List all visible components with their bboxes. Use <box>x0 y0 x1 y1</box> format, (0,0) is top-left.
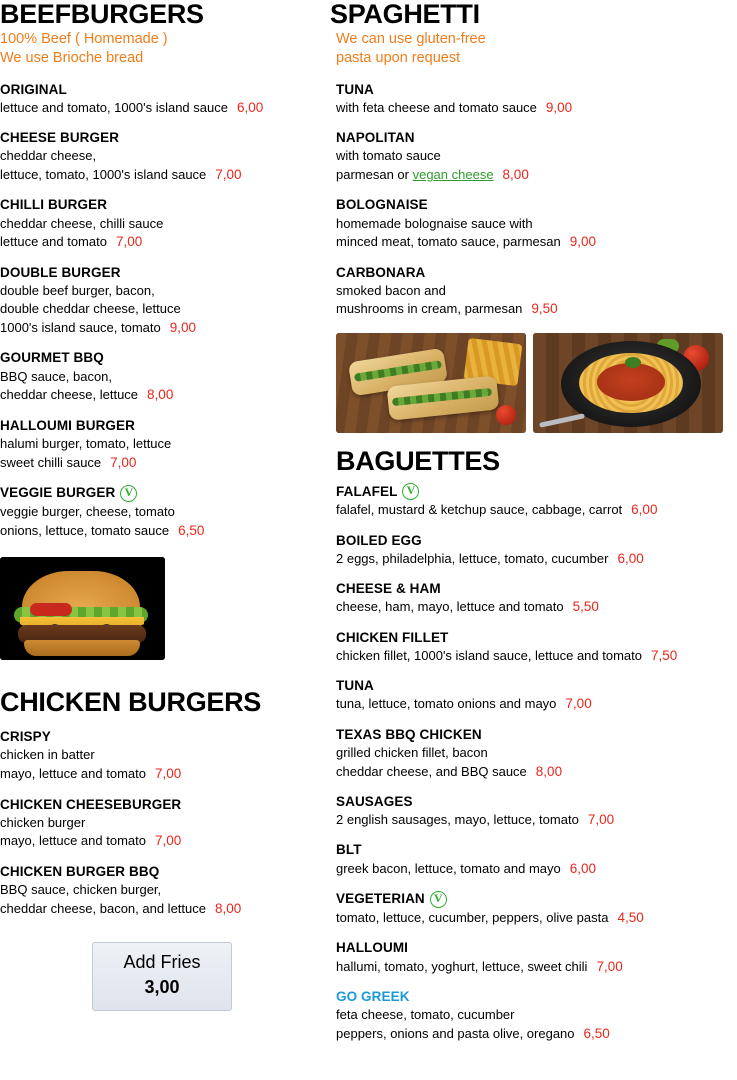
cheeseburger-photo <box>0 557 165 660</box>
menu-item <box>0 485 324 540</box>
left-column <box>0 0 330 1080</box>
item-desc <box>336 909 737 927</box>
spaghetti-subtitle <box>330 30 737 68</box>
beefburgers-subtitle-line1: 100% Beef ( Homemade ) <box>0 31 168 48</box>
item-name: CRISPY <box>0 729 51 745</box>
item-desc-line: homemade bolognaise sauce with <box>336 215 533 231</box>
add-fries-box[interactable] <box>92 942 232 1011</box>
item-name: VEGGIE BURGER <box>0 485 116 501</box>
item-name-row <box>336 891 737 908</box>
item-desc <box>336 598 737 616</box>
item-name: CARBONARA <box>336 264 426 280</box>
item-name: BOILED EGG <box>336 532 422 548</box>
veggie-badge-icon <box>120 485 137 502</box>
vegan-cheese-link[interactable]: vegan cheese <box>412 167 494 182</box>
item-desc <box>336 300 737 318</box>
item-price: 7,00 <box>110 454 137 470</box>
beefburgers-subtitle-line2: We use Brioche bread <box>0 50 144 67</box>
item-price: 7,00 <box>154 766 182 782</box>
item-desc <box>0 832 324 850</box>
item-desc <box>0 765 324 783</box>
item-desc <box>336 695 737 713</box>
item-name-row <box>336 483 737 500</box>
item-name-row <box>0 485 324 502</box>
item-desc-line: BBQ sauce, bacon, <box>0 368 113 384</box>
item-desc-line: parmesan or <box>336 167 413 182</box>
item-desc-line: veggie burger, cheese, tomato <box>0 503 175 519</box>
item-name: FALAFEL <box>336 483 398 499</box>
item-name: BLT <box>336 842 362 858</box>
item-name: CHICKEN BURGER BBQ <box>0 863 160 879</box>
item-desc-line: tuna, lettuce, tomato onions and mayo <box>336 696 557 712</box>
item-desc <box>0 233 324 251</box>
item-name: CHICKEN CHEESEBURGER <box>0 796 182 812</box>
item-price: 7,00 <box>587 812 615 828</box>
item-desc-line: lettuce and tomato, 1000's island sauce <box>0 99 228 115</box>
item-desc-line: lettuce and tomato <box>0 234 107 250</box>
item-price: 7,00 <box>565 696 592 712</box>
item-price: 7,00 <box>154 833 182 849</box>
item-price: 6,00 <box>236 99 264 115</box>
item-name: TUNA <box>336 81 374 97</box>
item-desc-line: chicken burger <box>0 814 86 830</box>
item-name: CHICKEN FILLET <box>336 629 449 645</box>
spaghetti-bolognaise-photo <box>533 333 723 433</box>
section-title-chicken-burgers: CHICKEN BURGERS <box>0 686 262 717</box>
item-desc-line: peppers, onions and pasta olive, oregano <box>336 1025 575 1041</box>
item-desc-line: halumi burger, tomato, lettuce <box>0 435 172 451</box>
item-price: 7,00 <box>596 958 623 974</box>
item-desc <box>0 900 324 918</box>
add-fries-price: 3,00 <box>144 976 180 997</box>
item-desc <box>0 99 324 117</box>
item-name: HALLOUMI BURGER <box>0 417 135 433</box>
right-column <box>330 0 737 1080</box>
item-desc <box>336 233 737 251</box>
item-desc-line: cheddar cheese, lettuce <box>0 387 139 403</box>
menu-item <box>336 82 737 118</box>
item-price: 9,00 <box>545 99 573 115</box>
item-price: 6,00 <box>617 550 644 566</box>
section-title-spaghetti: SPAGHETTI <box>330 0 480 29</box>
item-desc-line: greek bacon, lettuce, tomato and mayo <box>336 860 561 876</box>
item-name: CHEESE BURGER <box>0 130 120 146</box>
item-desc-line: cheddar cheese, chilli sauce <box>0 215 164 231</box>
item-desc-line: falafel, mustard & ketchup sauce, cabbage, carrot <box>336 502 623 518</box>
item-desc-line: hallumi, tomato, yoghurt, lettuce, sweet chili <box>336 958 588 974</box>
menu-item <box>0 864 324 918</box>
item-desc <box>336 166 737 184</box>
menu-item <box>0 797 324 851</box>
section-title-baguettes: BAGUETTES <box>336 445 500 476</box>
add-fries-label: Add Fries <box>123 951 201 972</box>
item-desc-line: cheddar cheese, bacon, and lettuce <box>0 900 206 916</box>
item-name: SAUSAGES <box>336 793 413 809</box>
item-price: 7,00 <box>215 167 242 182</box>
item-desc-line: with tomato sauce <box>336 148 441 164</box>
item-name: DOUBLE BURGER <box>0 264 121 280</box>
menu-item <box>336 678 737 714</box>
menu-item <box>336 130 737 184</box>
item-price: 9,00 <box>169 320 197 336</box>
item-name: ORIGINAL <box>0 81 67 97</box>
item-price: 7,50 <box>651 647 678 663</box>
item-desc-line: 2 english sausages, mayo, lettuce, tomato <box>336 812 579 828</box>
item-price: 7,00 <box>115 234 143 250</box>
item-desc-line: onions, lettuce, tomato sauce <box>0 522 170 538</box>
item-name: VEGETERIAN <box>336 891 425 907</box>
item-price: 8,00 <box>214 900 242 916</box>
item-name: CHEESE & HAM <box>336 581 441 597</box>
item-desc-line: grilled chicken fillet, bacon <box>336 744 488 760</box>
item-price: 5,50 <box>572 599 599 615</box>
menu-item <box>336 630 737 666</box>
menu-item <box>336 265 737 319</box>
food-photo-row <box>336 333 737 433</box>
menu-item <box>336 581 737 617</box>
item-desc-line: mayo, lettuce and tomato <box>0 833 146 849</box>
item-desc <box>336 763 737 781</box>
item-name: NAPOLITAN <box>336 130 415 146</box>
item-name: CHILLI BURGER <box>0 197 108 213</box>
item-desc <box>336 811 737 829</box>
item-desc <box>336 1025 737 1043</box>
item-desc-line: cheddar cheese, and BBQ sauce <box>336 763 527 779</box>
menu-item <box>0 350 324 404</box>
menu-item <box>0 197 324 251</box>
item-desc-line: sweet chilli sauce <box>0 454 102 470</box>
item-price: 9,50 <box>531 301 558 317</box>
item-desc-line: tomato, lettuce, cucumber, peppers, olive pasta <box>336 910 609 925</box>
item-desc-line: feta cheese, tomato, cucumber <box>336 1007 515 1023</box>
veggie-badge-icon <box>402 483 419 500</box>
item-desc-line: double beef burger, bacon, <box>0 282 155 298</box>
item-price: 8,00 <box>535 763 563 779</box>
menu-item <box>336 794 737 830</box>
menu-item <box>336 842 737 878</box>
item-desc <box>0 319 324 337</box>
menu-item <box>336 989 737 1043</box>
item-desc-line: mushrooms in cream, parmesan <box>336 301 523 317</box>
item-desc <box>336 860 737 878</box>
spaghetti-subtitle-line2: pasta upon request <box>336 50 461 67</box>
item-name: HALLOUMI <box>336 940 409 956</box>
item-desc-line: minced meat, tomato sauce, parmesan <box>336 234 561 250</box>
item-desc <box>336 99 737 117</box>
menu-item <box>0 418 324 472</box>
item-desc-line: chicken in batter <box>0 747 95 763</box>
item-name: TUNA <box>336 678 374 694</box>
item-desc <box>0 454 324 472</box>
menu-item <box>336 940 737 976</box>
item-desc <box>336 958 737 976</box>
menu-item <box>336 483 737 519</box>
baguette-sandwich-photo <box>336 333 526 433</box>
item-price: 6,00 <box>569 860 597 876</box>
item-desc-line: cheese, ham, mayo, lettuce and tomato <box>336 599 564 615</box>
item-desc-line: cheddar cheese, <box>0 148 97 164</box>
item-desc <box>336 550 737 568</box>
menu-item <box>0 130 324 184</box>
item-desc-line: BBQ sauce, chicken burger, <box>0 881 162 897</box>
item-price: 6,50 <box>178 522 205 538</box>
item-desc-line: with feta cheese and tomato sauce <box>336 99 537 115</box>
item-desc-line: mayo, lettuce and tomato <box>0 766 146 782</box>
item-desc-line: smoked bacon and <box>336 282 446 298</box>
menu-item <box>336 727 737 781</box>
item-price: 4,50 <box>617 910 644 925</box>
menu-item <box>336 533 737 569</box>
item-desc <box>336 501 737 519</box>
menu-item <box>336 891 737 927</box>
item-price: 9,00 <box>569 234 597 250</box>
item-price: 6,00 <box>631 502 658 518</box>
item-price: 8,00 <box>502 167 529 182</box>
beefburgers-subtitle <box>0 30 324 68</box>
item-desc-line: 2 eggs, philadelphia, lettuce, tomato, cucumber <box>336 550 609 566</box>
item-price: 8,00 <box>147 387 174 403</box>
menu-item <box>336 197 737 251</box>
item-name: TEXAS BBQ CHICKEN <box>336 726 482 742</box>
item-desc <box>0 166 324 184</box>
veggie-badge-icon <box>430 891 447 908</box>
spaghetti-subtitle-line1: We can use gluten-free <box>336 31 486 48</box>
item-name: GO GREEK <box>336 988 410 1004</box>
item-desc <box>0 522 324 540</box>
item-name: BOLOGNAISE <box>336 197 428 213</box>
section-title-beefburgers: BEEFBURGERS <box>0 0 204 29</box>
menu-item <box>0 82 324 118</box>
menu-item <box>0 729 324 783</box>
item-desc-line: lettuce, tomato, 1000's island sauce <box>0 167 207 182</box>
item-desc-line: double cheddar cheese, lettuce <box>0 301 181 317</box>
item-desc-line: 1000's island sauce, tomato <box>0 320 161 336</box>
item-desc <box>336 647 737 665</box>
item-desc <box>0 386 324 404</box>
item-name: GOURMET BBQ <box>0 350 104 366</box>
item-price: 6,50 <box>583 1025 610 1041</box>
menu-item <box>0 265 324 338</box>
item-desc-line: chicken fillet, 1000's island sauce, lettuce and tomato <box>336 647 642 663</box>
